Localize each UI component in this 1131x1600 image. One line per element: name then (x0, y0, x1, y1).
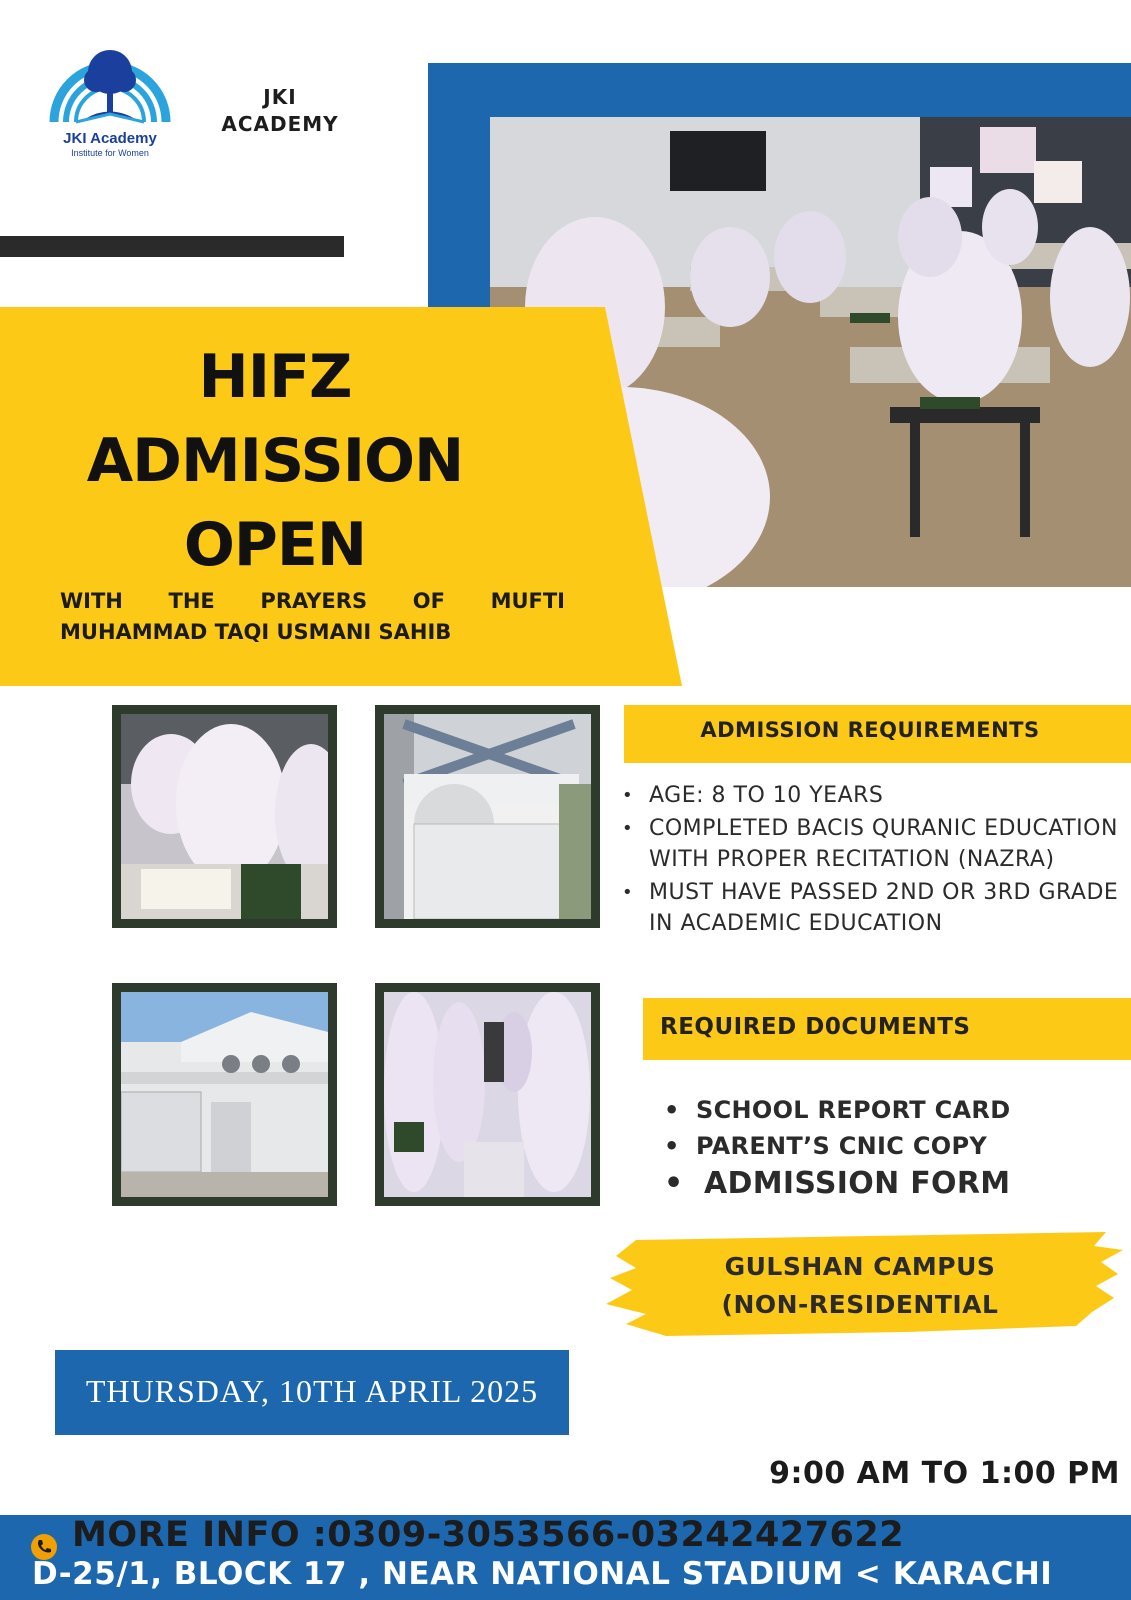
prayers-word: THE (168, 589, 215, 613)
documents-list (662, 1092, 1131, 1202)
campus-line1: GULSHAN CAMPUS (724, 1252, 996, 1281)
prayers-line2: MUHAMMAD TAQI USMANI SAHIB (60, 620, 452, 644)
campus-label (640, 1248, 1080, 1324)
prayers-word: PRAYERS (260, 589, 368, 613)
more-info-label: MORE INFO : (72, 1515, 328, 1555)
brand-title-line2: ACADEMY (221, 112, 339, 136)
requirements-list (622, 780, 1131, 941)
brand-title (200, 84, 360, 138)
photo-students-hallway (375, 983, 600, 1206)
academy-logo (40, 36, 180, 166)
event-date: THURSDAY, 10TH APRIL 2025 (85, 1373, 539, 1409)
decorative-bar (0, 236, 344, 257)
prayers-word: WITH (60, 589, 123, 613)
contact-phone-numbers[interactable]: 0309-3053566-03242427622 (327, 1515, 905, 1555)
brand-title-line1: JKI (263, 85, 297, 109)
headline-line2: ADMISSION (86, 426, 464, 496)
prayers-word: OF (412, 589, 445, 613)
more-info-line (72, 1513, 904, 1557)
headline (0, 335, 550, 587)
prayers-line1 (60, 586, 565, 617)
event-time: 9:00 AM TO 1:00 PM (769, 1456, 1120, 1491)
prayers-word: MUFTI (490, 589, 565, 613)
headline-line3: OPEN (183, 510, 367, 580)
requirement-item: • MUST HAVE PASSED 2ND OR 3RD GRADE IN ACADEMIC EDUCATION (622, 877, 1131, 939)
document-item: • PARENT’S CNIC COPY (662, 1128, 1131, 1164)
headline-line1: HIFZ (198, 342, 352, 412)
photo-students-reading (112, 705, 337, 928)
logo-tagline: Institute for Women (71, 148, 149, 158)
prayers-note (60, 586, 565, 648)
photo-building-exterior (112, 983, 337, 1206)
logo-name: JKI Academy (63, 130, 157, 147)
documents-title: REQUIRED D0CUMENTS (660, 1014, 971, 1040)
requirement-item: • AGE: 8 TO 10 YEARS (622, 780, 1131, 811)
logo-tree-icon (46, 36, 174, 128)
campus-line2: (NON-RESIDENTIAL (721, 1290, 999, 1319)
photo-entrance-gate (375, 705, 600, 928)
document-item: • SCHOOL REPORT CARD (662, 1092, 1131, 1128)
requirements-title: ADMISSION REQUIREMENTS (700, 718, 1040, 742)
requirement-item: • COMPLETED BACIS QURANIC EDUCATION WITH PROPER RECITATION (NAZRA) (622, 813, 1131, 875)
document-item: • ADMISSION FORM (662, 1166, 1131, 1202)
address: D-25/1, BLOCK 17 , NEAR NATIONAL STADIUM < KARACHI (32, 1556, 1053, 1592)
